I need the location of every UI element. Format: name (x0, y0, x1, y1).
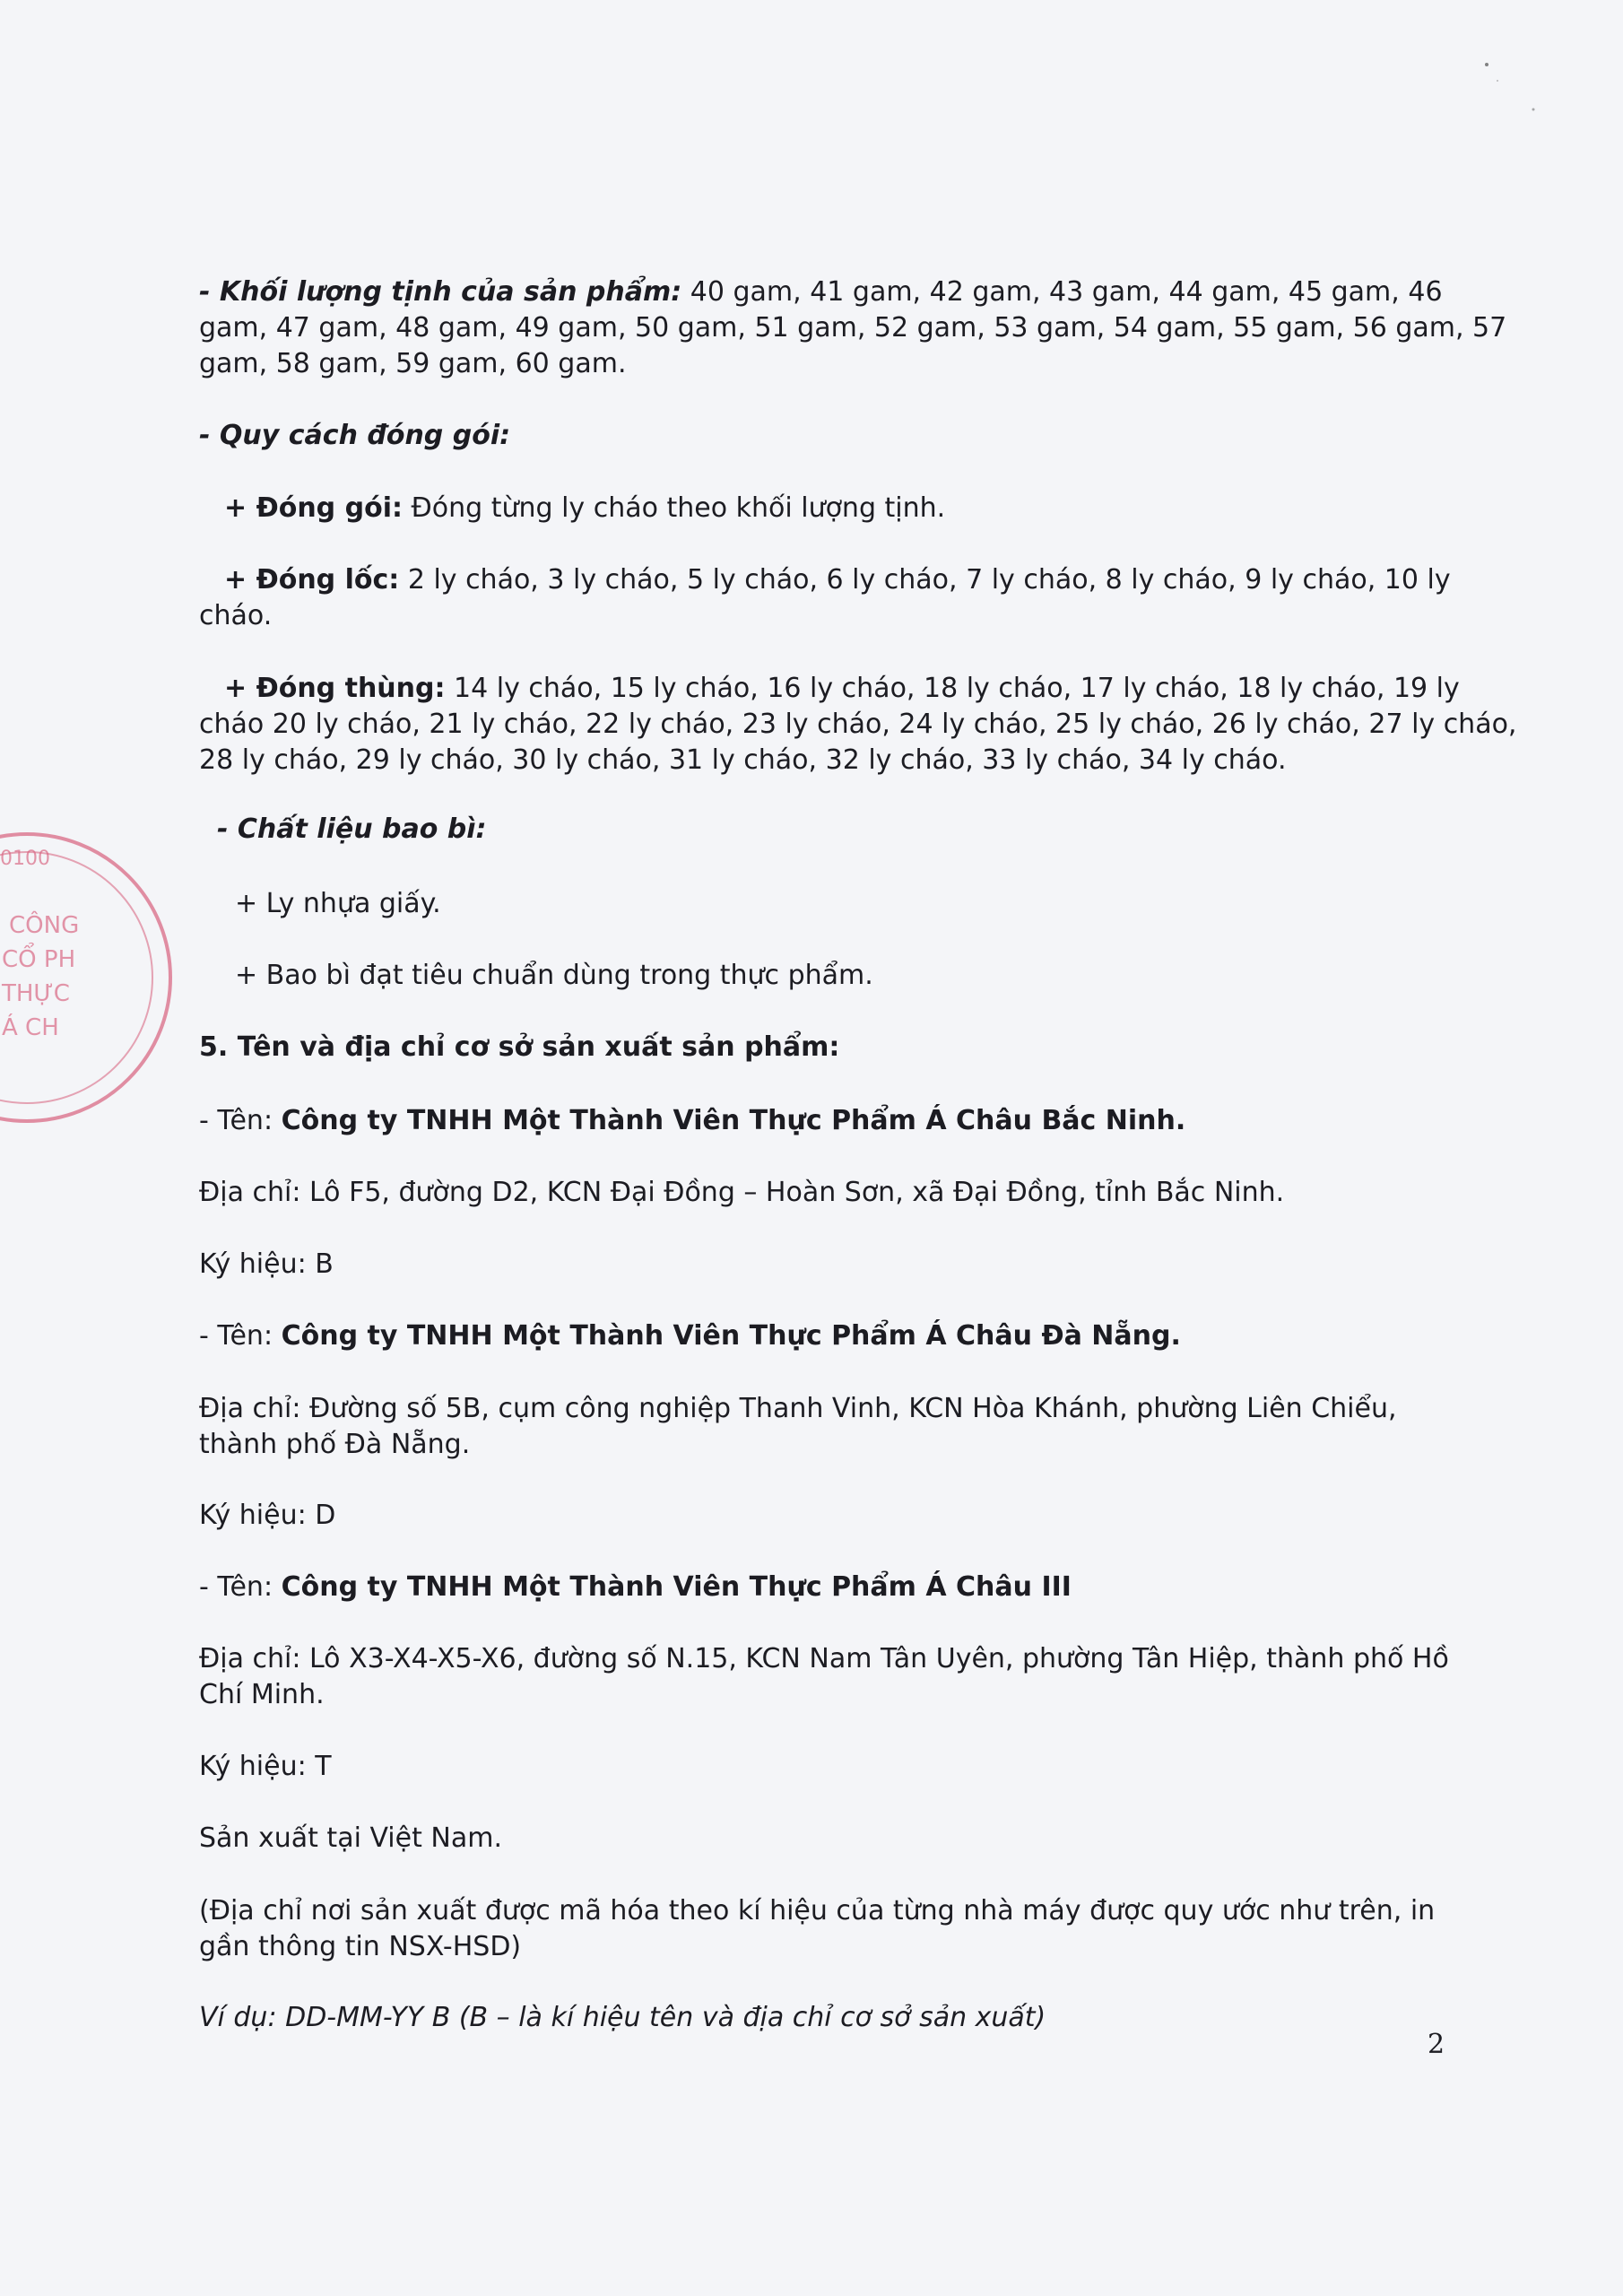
pack-line (224, 491, 1480, 526)
net-weight-values-1: 40 gam, 41 gam, 42 gam, 43 gam, 44 gam, 45 gam, 46 (681, 276, 1443, 308)
facility-2-address-1: Địa chỉ: Đường số 5B, cụm công nghiệp Thanh Vinh, KCN Hòa Khánh, phường Liên Chiểu, (199, 1393, 1397, 1424)
facility-1-name: Công ty TNHH Một Thành Viên Thực Phẩm Á Châu Bắc Ninh. (281, 1105, 1186, 1136)
carton-text-1: 14 ly cháo, 15 ly cháo, 16 ly cháo, 18 ly cháo, 17 ly cháo, 18 ly cháo, 19 ly (445, 673, 1460, 704)
carton-text-2: cháo 20 ly cháo, 21 ly cháo, 22 ly cháo, 23 ly cháo, 24 ly cháo, 25 ly cháo, 26 ly cháo, 27 ly cháo, (199, 709, 1517, 740)
carton-text-3: 28 ly cháo, 29 ly cháo, 30 ly cháo, 31 ly cháo, 32 ly cháo, 33 ly cháo, 34 ly cháo. (199, 744, 1287, 776)
facility-3-address-2: Chí Minh. (199, 1679, 325, 1710)
facility-2-symbol: Ký hiệu: D (199, 1500, 336, 1531)
page-number: 2 (1428, 2029, 1445, 2060)
bundle-label: + Đóng lốc: (224, 564, 400, 596)
facility-3-symbol: Ký hiệu: T (199, 1751, 332, 1782)
stamp-ring-text: 0100 (0, 848, 50, 870)
note-line-2: gần thông tin NSX-HSD) (199, 1931, 522, 1962)
pack-label: + Đóng gói: (224, 492, 403, 524)
facility-3-name-prefix: - Tên: (199, 1571, 282, 1603)
origin-text: Sản xuất tại Việt Nam. (199, 1822, 502, 1854)
material-heading: - Chất liệu bao bì: (217, 813, 487, 845)
facility-3-name: Công ty TNHH Một Thành Viên Thực Phẩm Á Châu III (281, 1571, 1072, 1603)
material-item-2: + Bao bì đạt tiêu chuẩn dùng trong thực phẩm. (235, 960, 873, 991)
example-text: Ví dụ: DD-MM-YY B (B – là kí hiệu tên và địa chỉ cơ sở sản xuất) (199, 2002, 1046, 2033)
net-weight-values-3: gam, 58 gam, 59 gam, 60 gam. (199, 348, 627, 379)
facility-1-address: Địa chỉ: Lô F5, đường D2, KCN Đại Đồng – Hoàn Sơn, xã Đại Đồng, tỉnh Bắc Ninh. (199, 1177, 1285, 1208)
facility-3-name-line (199, 1570, 1454, 1605)
scan-specks (1471, 54, 1560, 126)
facility-1-name-line (199, 1103, 1454, 1139)
company-stamp (0, 825, 179, 1130)
facility-2-name-line (199, 1318, 1454, 1354)
facility-3-address-1: Địa chỉ: Lô X3-X4-X5-X6, đường số N.15, KCN Nam Tân Uyên, phường Tân Hiệp, thành phố Hồ (199, 1643, 1449, 1674)
pack-text: Đóng từng ly cháo theo khối lượng tịnh. (402, 492, 946, 524)
stamp-text-4: Á CH (2, 1014, 59, 1041)
net-weight-line-1 (199, 274, 1454, 310)
carton-label: + Đóng thùng: (224, 673, 446, 704)
stamp-text-1: CÔNG (9, 912, 80, 939)
net-weight-values-2: gam, 47 gam, 48 gam, 49 gam, 50 gam, 51 gam, 52 gam, 53 gam, 54 gam, 55 gam, 56 gam, 57 (199, 312, 1507, 344)
carton-line-1 (224, 671, 1480, 707)
bundle-text-1: 2 ly cháo, 3 ly cháo, 5 ly cháo, 6 ly cháo, 7 ly cháo, 8 ly cháo, 9 ly cháo, 10 ly (399, 564, 1451, 596)
note-line-1: (Địa chỉ nơi sản xuất được mã hóa theo kí hiệu của từng nhà máy được quy ước như trên, in (199, 1895, 1436, 1926)
material-item-1: + Ly nhựa giấy. (235, 888, 441, 919)
net-weight-label: - Khối lượng tịnh của sản phẩm: (199, 276, 682, 308)
facility-2-name-prefix: - Tên: (199, 1320, 282, 1352)
facility-1-symbol: Ký hiệu: B (199, 1248, 334, 1280)
packaging-heading: - Quy cách đóng gói: (199, 420, 511, 451)
stamp-text-2: CỔ PH (2, 946, 76, 973)
section-5-heading: 5. Tên và địa chỉ cơ sở sản xuất sản phẩm: (199, 1031, 840, 1063)
bundle-text-2: cháo. (199, 600, 273, 631)
facility-2-name: Công ty TNHH Một Thành Viên Thực Phẩm Á Châu Đà Nẵng. (281, 1320, 1181, 1352)
facility-2-address-2: thành phố Đà Nẵng. (199, 1429, 471, 1460)
stamp-text-3: THỰC (2, 980, 70, 1007)
bundle-line-1 (224, 562, 1480, 598)
facility-1-name-prefix: - Tên: (199, 1105, 282, 1136)
